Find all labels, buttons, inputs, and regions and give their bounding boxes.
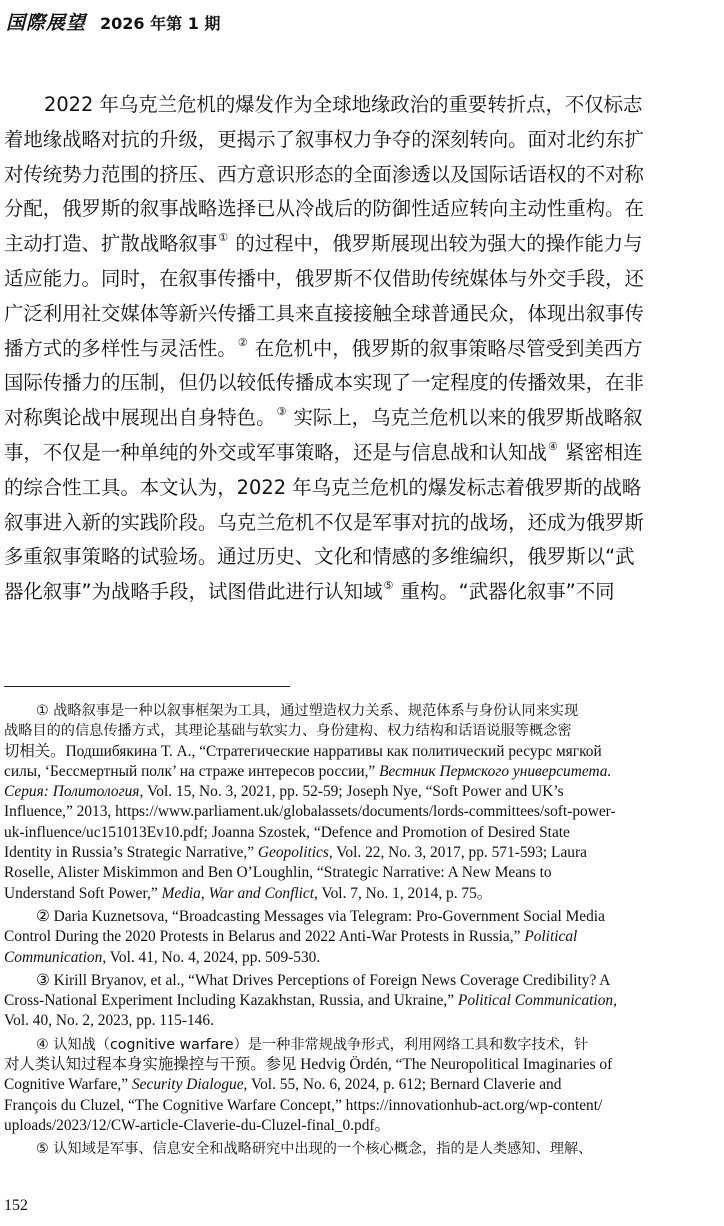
body-line: 2022 年乌克兰危机的爆发作为全球地缘政治的重要转折点，不仅标志 <box>44 93 643 116</box>
footnote-line <box>4 884 722 904</box>
citation-text: Identity in Russia’s Strategic Narrative,” <box>4 844 255 862</box>
body-line <box>4 575 720 610</box>
citation-text: Control During the 2020 Protests in Belarus and 2022 Anti-War Protests in Russia,” <box>4 928 521 946</box>
citation-text: , <box>613 992 617 1010</box>
footnote-line: 切相关。Подшибякина Т. А., “Стратегические нарративы как политический ресурс мягкой <box>4 742 602 760</box>
page-number: 152 <box>4 1197 28 1214</box>
body-text: 播方式的多样性与灵活性。 <box>4 336 237 360</box>
citation-text: , Vol. 41, No. 4, 2024, pp. 509-530. <box>102 948 321 966</box>
footnote-line <box>4 843 722 863</box>
citation-text: , Vol. 55, No. 6, 2024, p. 612; Bernard Claverie and <box>243 1076 562 1094</box>
body-text: 器化叙事”为战略手段，试图借此进行认知域 <box>4 580 383 604</box>
body-line <box>4 227 720 262</box>
footnote-line: ⑤ 认知域是军事、信息安全和战略研究中出现的一个核心概念，指的是人类感知、理解、 <box>36 1141 593 1158</box>
footnote-line[interactable]: François du Cluzel, “The Cognitive Warfare Concept,” https://innovationhub-act.org/wp-content/ <box>4 1096 603 1114</box>
footnote-line <box>4 927 722 947</box>
body-line: 多重叙事策略的试验场。通过历史、文化和情感的多维编织，俄罗斯以“武 <box>4 545 635 569</box>
footnote-line <box>4 1075 722 1095</box>
running-header <box>6 8 220 32</box>
journal-title: Вестник Пермского университета. <box>379 762 612 780</box>
footnote-line: ③ Kirill Bryanov, et al., “What Drives Perceptions of Foreign News Coverage Credibility? A <box>36 971 611 989</box>
footnotes <box>4 701 722 1163</box>
citation-text: Understand Soft Power,” <box>4 884 158 902</box>
body-line: 适应能力。同时，在叙事传播中，俄罗斯不仅借助传统媒体与外交手段，还 <box>4 266 644 290</box>
footnote-separator <box>4 686 290 687</box>
journal-name: 国際展望 <box>6 12 87 34</box>
body-line <box>4 332 720 367</box>
journal-title: Security Dialogue <box>131 1076 244 1094</box>
body-line: 的综合性工具。本文认为，2022 年乌克兰危机的爆发标志着俄罗斯的战略 <box>4 475 642 499</box>
body-line: 对传统势力范围的挤压、西方意识形态的全面渗透以及国际话语权的不对称 <box>4 162 644 186</box>
issue-info: 2026 年第 1 期 <box>100 14 221 33</box>
body-text: 紧密相连 <box>564 440 643 464</box>
footnote-line: Roselle, Alister Miskimmon and Ben O’Loughlin, “Strategic Narrative: A New Means to <box>4 864 552 882</box>
footnote-line <box>4 762 722 782</box>
body-line: 着地缘战略对抗的升级，更揭示了叙事权力争夺的深刻转向。面对北约东扩 <box>4 127 644 151</box>
footnote-marker[interactable]: ② <box>237 335 248 349</box>
body-text: 实际上，乌克兰危机以来的俄罗斯战略叙 <box>293 406 643 430</box>
footnote-marker[interactable]: ③ <box>276 405 287 419</box>
citation-text: , Vol. 15, No. 3, 2021, pp. 52-59; Joseph Nye, “Soft Power and UK’s <box>139 783 564 801</box>
body-line: 广泛利用社交媒体等新兴传播工具来直接接触全球普通民众，体现出叙事传 <box>4 301 644 325</box>
footnote-line: Vol. 40, No. 2, 2023, pp. 115-146. <box>4 1012 214 1030</box>
citation-text: , Vol. 22, No. 3, 2017, pp. 571-593; Laura <box>328 844 587 862</box>
citation-text: силы, ‘Бессмертный полк’ на страже интересов россии,” <box>4 762 376 780</box>
footnote-line: ① 战略叙事是一种以叙事框架为工具，通过塑造权力关系、规范体系与身份认同来实现 <box>36 703 579 719</box>
journal-title: Political <box>524 928 578 946</box>
footnote-marker[interactable]: ④ <box>547 439 558 453</box>
citation-text: Cognitive Warfare,” <box>4 1076 129 1094</box>
footnote-5 <box>4 1139 722 1159</box>
footnote-2 <box>4 907 722 968</box>
body-line <box>4 401 720 436</box>
body-line: 分配，俄罗斯的叙事战略选择已从冷战后的防御性适应转向主动性重构。在 <box>4 197 644 221</box>
footnote-4 <box>4 1035 722 1136</box>
journal-title: Media, War and Conflict <box>161 884 315 902</box>
body-line: 叙事进入新的实践阶段。乌克兰危机不仅是军事对抗的战场，还成为俄罗斯 <box>4 510 644 534</box>
footnote-line[interactable]: Influence,” 2013, https://www.parliament.uk/globalassets/documents/lords-committees/soft-power- <box>4 803 616 821</box>
body-text: 对称舆论战中展现出自身特色。 <box>4 406 276 430</box>
citation-text: , Vol. 7, No. 1, 2014, p. 75。 <box>314 884 493 902</box>
footnote-line: ④ 认知战（cognitive warfare）是一种非常规战争形式，利用网络工具和数字技术，针 <box>36 1036 589 1053</box>
body-text: 在危机中，俄罗斯的叙事策略尽管受到美西方 <box>254 336 643 360</box>
footnote-line[interactable]: uk-influence/uc151013Ev10.pdf; Joanna Szostek, “Defence and Promotion of Desired State <box>4 823 570 841</box>
footnote-3 <box>4 971 722 1032</box>
body-text: 重构。“武器化叙事”不同 <box>400 580 615 604</box>
footnote-line <box>4 948 722 968</box>
footnote-marker[interactable]: ⑤ <box>383 579 394 593</box>
footnote-line <box>4 782 722 802</box>
journal-title: Серия: Политология <box>4 783 140 801</box>
journal-title: Political Communication <box>457 992 614 1010</box>
footnote-line: 战略目的的信息传播方式，其理论基础与软实力、身份建构、权力结构和话语说服等概念密 <box>4 723 572 740</box>
footnote-line[interactable]: uploads/2023/12/CW-article-Claverie-du-Cluzel-final_0.pdf。 <box>4 1116 390 1134</box>
body-paragraph <box>4 88 720 610</box>
footnote-line <box>4 991 722 1011</box>
journal-title: Communication <box>4 948 103 966</box>
footnote-line: ② Daria Kuznetsova, “Broadcasting Messages via Telegram: Pro-Government Social Media <box>36 907 605 925</box>
footnote-marker[interactable]: ① <box>218 231 229 245</box>
body-line <box>4 436 720 471</box>
body-line: 国际传播力的压制，但仍以较低传播成本实现了一定程度的传播效果，在非 <box>4 371 644 395</box>
body-text: 主动打造、扩散战略叙事 <box>4 232 218 256</box>
body-text: 事，不仅是一种单纯的外交或军事策略，还是与信息战和认知战 <box>4 440 547 464</box>
body-text: 的过程中，俄罗斯展现出较为强大的操作能力与 <box>235 232 643 256</box>
footnote-line: 对人类认知过程本身实施操控与干预。参见 Hedvig Ördén, “The Neuropolitical Imaginaries of <box>4 1056 613 1074</box>
footnote-1 <box>4 701 722 904</box>
journal-title: Geopolitics <box>257 844 329 862</box>
citation-text: Cross-National Experiment Including Kazakhstan, Russia, and Ukraine,” <box>4 992 455 1010</box>
